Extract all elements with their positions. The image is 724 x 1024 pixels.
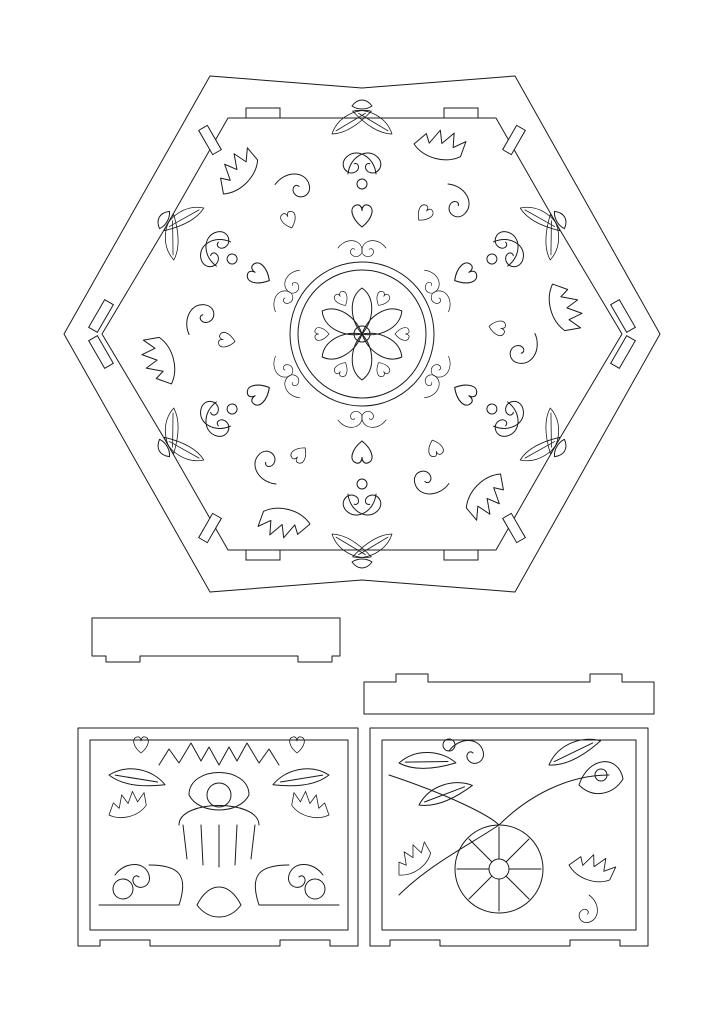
side-wall-left [78, 728, 358, 946]
side-wall-right [370, 728, 648, 946]
lid-rim-strip [92, 618, 340, 662]
base-rim-strip [364, 674, 654, 714]
lid-ornament [103, 100, 621, 568]
lid-panel [64, 76, 660, 592]
